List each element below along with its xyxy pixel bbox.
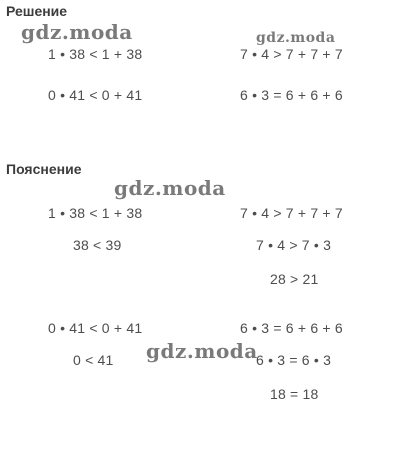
explanation-equation: 6 • 3 = 6 + 6 + 6	[240, 320, 343, 336]
explanation-equation: 28 > 21	[270, 271, 319, 287]
explanation-equation: 7 • 4 > 7 • 3	[256, 237, 332, 253]
watermark-logo: gdz.moda	[21, 20, 133, 44]
explanation-title: Пояснение	[6, 161, 82, 177]
explanation-equation: 0 < 41	[73, 352, 114, 368]
solution-equation: 7 • 4 > 7 + 7 + 7	[240, 46, 343, 62]
explanation-equation: 0 • 41 < 0 + 41	[48, 320, 143, 336]
explanation-equation: 7 • 4 > 7 + 7 + 7	[240, 205, 343, 221]
explanation-equation: 6 • 3 = 6 • 3	[256, 352, 332, 368]
solution-equation: 6 • 3 = 6 + 6 + 6	[240, 87, 343, 103]
watermark-logo: gdz.moda	[114, 176, 226, 200]
solution-equation: 0 • 41 < 0 + 41	[48, 87, 143, 103]
explanation-equation: 38 < 39	[73, 237, 122, 253]
solution-title: Решение	[6, 3, 68, 19]
explanation-equation: 1 • 38 < 1 + 38	[48, 205, 143, 221]
watermark-logo: gdz.moda	[146, 339, 258, 363]
explanation-equation: 18 = 18	[270, 386, 319, 402]
solution-equation: 1 • 38 < 1 + 38	[48, 46, 143, 62]
watermark-logo: gdz.moda	[256, 30, 336, 46]
